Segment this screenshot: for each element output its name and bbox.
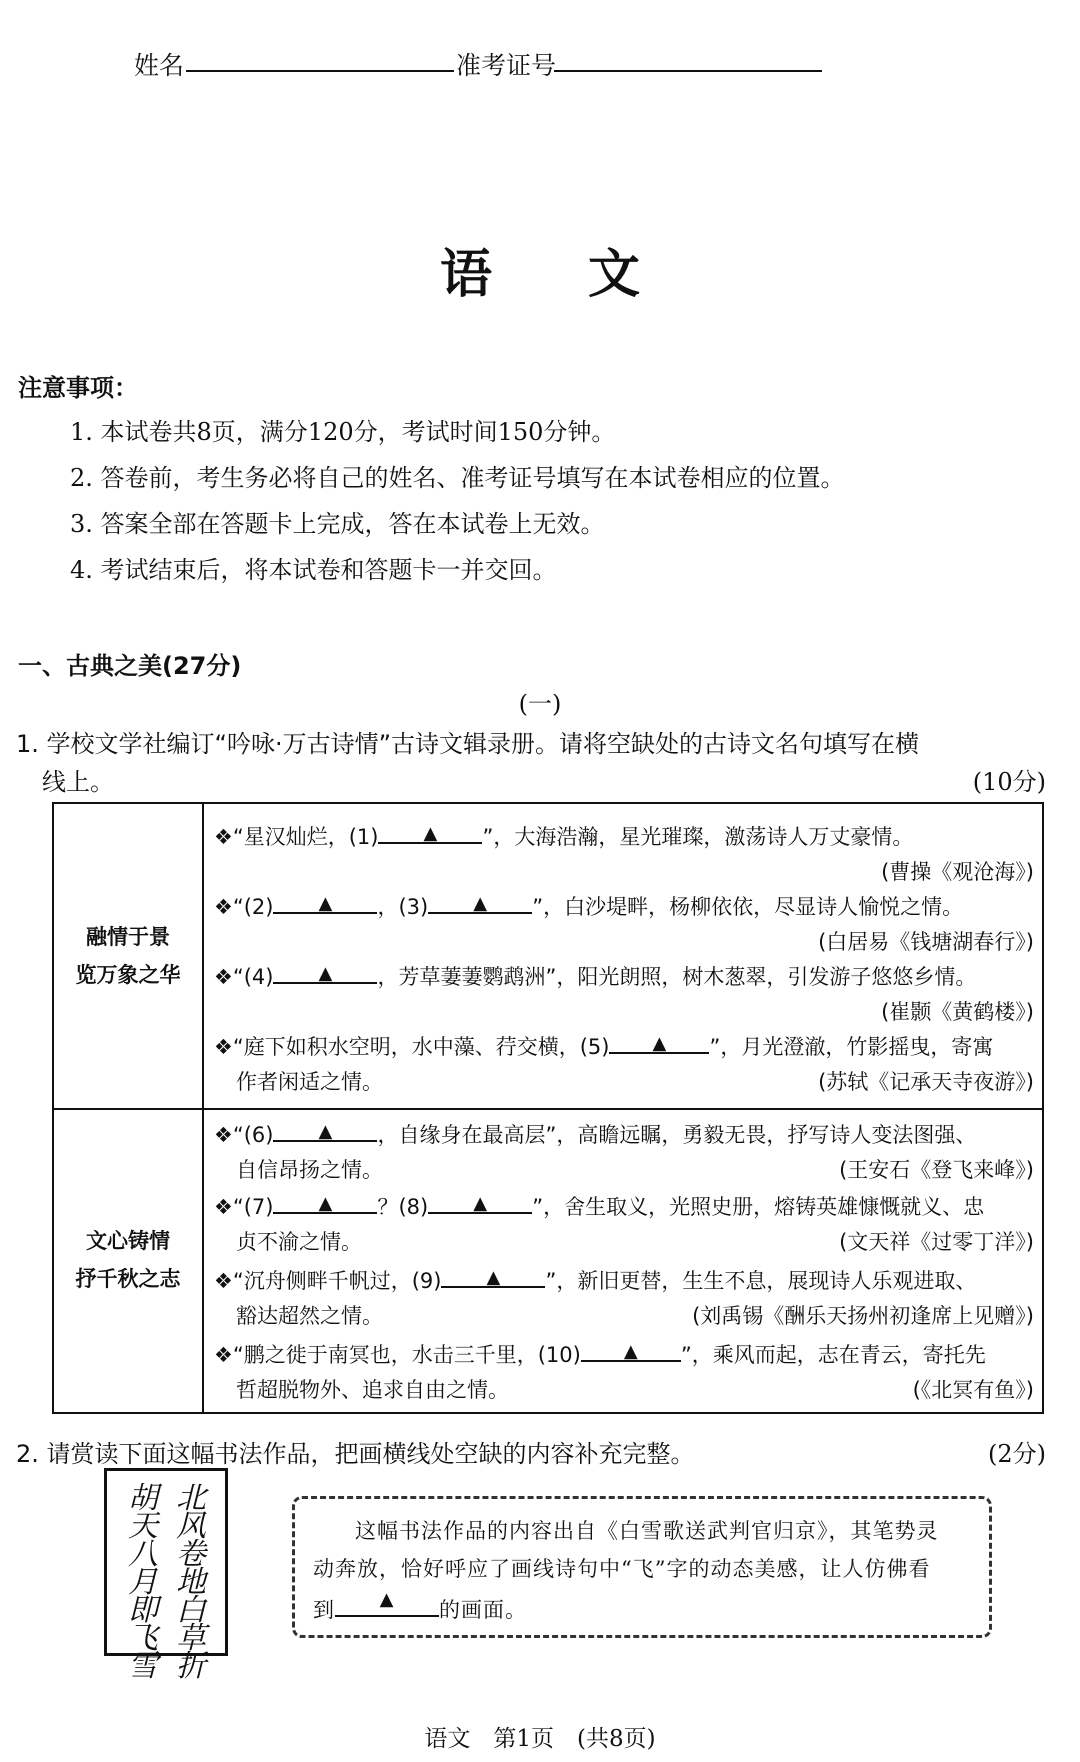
entry-text: ”，新旧更替，生生不息，展现诗人乐观进取、 [545,1269,977,1293]
entry-text: ，(3) [377,895,429,919]
calligraphy-glyph: 地 [176,1565,206,1600]
entry-line [214,1224,1034,1260]
theme-line: 融情于景 [86,925,170,949]
entry-text: ，芳草萋萋鹦鹉洲”，阳光朗照，树木葱翠，引发游子悠悠乡情。 [377,965,977,989]
calligraphy-glyph: 白 [176,1593,206,1628]
poem-entry [214,1028,1034,1100]
triangle-marker-icon: ▲ [318,1121,333,1142]
entry-source: (《北冥有鱼》) [912,1378,1034,1402]
entry-source: (文天祥《过零丁洋》) [839,1230,1034,1254]
entry-text: ❖“(2) [214,895,274,919]
answer-blank-10[interactable] [581,1336,681,1362]
page-title: 语文 [439,245,736,305]
exam-id-label: 准考证号 [456,51,557,80]
question-2-score: (2分) [988,1440,1046,1468]
triangle-marker-icon: ▲ [473,1193,488,1214]
poem-entry [214,818,1034,890]
answer-blank-1[interactable] [378,818,482,844]
entry-text: 作者闲适之情。 [236,1070,383,1094]
entry-text: 自信昂扬之情。 [236,1158,383,1182]
triangle-marker-icon: ▲ [623,1341,638,1362]
calligraphy-glyph: 即 [128,1593,158,1628]
entry-text: 豁达超然之情。 [236,1304,383,1328]
calligraphy-glyph: 雪 [128,1649,158,1684]
triangle-marker-icon: ▲ [652,1033,667,1054]
theme-line: 抒千秋之志 [75,1267,181,1291]
theme-label [54,918,202,994]
entry-line [214,1028,1034,1064]
calligraphy-column [123,1481,163,1684]
answer-blank-8[interactable] [428,1188,532,1214]
calligraphy-note-box [292,1496,992,1638]
calligraphy-glyph: 月 [128,1565,158,1600]
callout-line: 这幅书法作品的内容出自《白雪歌送武判官归京》，其笔势灵 [355,1519,939,1543]
entry-line [214,888,1034,924]
callout-text: 到 [313,1598,335,1622]
entry-source: (崔颢《黄鹤楼》) [881,1000,1034,1024]
question-1-text: 1. 学校文学社编订“吟咏·万古诗情”古诗文辑录册。请将空缺处的古诗文名句填写在横 [16,730,920,758]
poem-table [52,802,1044,1414]
entry-line [214,958,1034,994]
answer-blank-2[interactable] [273,888,377,914]
calligraphy-glyph: 卷 [176,1537,206,1572]
entry-text: 贞不渝之情。 [236,1230,362,1254]
theme-line: 览万象之华 [75,963,181,987]
callout-line [313,1591,527,1624]
entry-text: ❖“(6) [214,1123,274,1147]
calligraphy-text [171,1481,211,1684]
question-1-score: (10分) [972,768,1046,796]
entry-line [214,1262,1034,1298]
entry-text: ❖“(7) [214,1195,274,1219]
entry-line [214,924,1034,960]
entry-line [214,1188,1034,1224]
poem-entry [214,888,1034,960]
triangle-marker-icon: ▲ [423,823,438,844]
calligraphy-column [171,1481,211,1684]
callout-text: 的画面。 [439,1598,527,1622]
entry-text: ❖“庭下如积水空明，水中藻、荇交横，(5) [214,1035,610,1059]
answer-blank-4[interactable] [273,958,377,984]
triangle-marker-icon: ▲ [318,963,333,984]
triangle-marker-icon: ▲ [486,1267,501,1288]
entry-text: ”，乘风而起，志在青云，寄托先 [680,1343,986,1367]
answer-blank-5[interactable] [609,1028,709,1054]
entry-text: ❖“(4) [214,965,274,989]
calligraphy-glyph: 折 [176,1649,206,1684]
callout-line: 动奔放，恰好呼应了画线诗句中“飞”字的动态美感，让人仿佛看 [313,1557,931,1581]
entry-source: (白居易《钱塘湖春行》) [818,930,1034,954]
entry-line [214,1116,1034,1152]
triangle-marker-icon: ▲ [473,893,488,914]
triangle-marker-icon: ▲ [318,893,333,914]
entry-text: ❖“鹏之徙于南冥也，水击三千里，(10) [214,1343,581,1367]
calligraphy-glyph: 北 [176,1481,206,1516]
entry-text: ❖“星汉灿烂，(1) [214,825,379,849]
name-fill-line[interactable] [186,70,454,72]
entry-source: (刘禹锡《酬乐天扬州初逢席上见赠》) [692,1304,1034,1328]
note-item: 3. 答案全部在答题卡上完成，答在本试卷上无效。 [70,510,605,538]
triangle-marker-icon: ▲ [318,1193,333,1214]
section-subtitle: (一) [518,690,562,718]
notes-title: 注意事项： [18,374,138,402]
entry-text: ”，大海浩瀚，星光璀璨，激荡诗人万丈豪情。 [482,825,914,849]
poem-entry [214,1188,1034,1260]
calligraphy-glyph: 八 [128,1537,158,1572]
answer-blank-6[interactable] [273,1116,377,1142]
calligraphy-glyph: 天 [128,1509,158,1544]
name-label: 姓名 [134,51,185,80]
theme-line: 文心铸情 [86,1229,170,1253]
calligraphy-glyph: 飞 [128,1621,158,1656]
answer-blank-7[interactable] [273,1188,377,1214]
question-2-text: 2. 请赏读下面这幅书法作品，把画横线处空缺的内容补充完整。 [16,1440,695,1468]
entry-line [214,1064,1034,1100]
entry-source: (苏轼《记承天寺夜游》) [818,1070,1034,1094]
entry-line [214,1152,1034,1188]
entry-source: (王安石《登飞来峰》) [839,1158,1034,1182]
entry-line [214,1298,1034,1334]
poem-entry [214,1336,1034,1408]
theme-label [54,1222,202,1298]
note-item: 2. 答卷前，考生务必将自己的姓名、准考证号填写在本试卷相应的位置。 [70,464,845,492]
entry-text: ”，月光澄澈，竹影摇曳，寄寓 [709,1035,994,1059]
entry-text: ”，白沙堤畔，杨柳依依，尽显诗人愉悦之情。 [532,895,964,919]
entry-line [214,818,1034,854]
entry-line [214,854,1034,890]
answer-blank-calligraphy[interactable] [335,1591,439,1617]
page-footer: 语文 第1页 (共8页) [424,1726,656,1752]
answer-blank-9[interactable] [441,1262,545,1288]
poem-entry [214,958,1034,1030]
entry-line [214,994,1034,1030]
exam-id-fill-line[interactable] [554,70,822,72]
entry-line [214,1372,1034,1408]
poem-entry [214,1262,1034,1334]
calligraphy-glyph: 草 [176,1621,206,1656]
triangle-marker-icon: ▲ [379,1589,395,1610]
note-item: 1. 本试卷共8页，满分120分，考试时间150分钟。 [70,418,616,446]
section-title: 一、古典之美(27分) [18,652,242,680]
entry-source: (曹操《观沧海》) [881,860,1034,884]
entry-line [214,1336,1034,1372]
entry-text: ”，舍生取义，光照史册，熔铸英雄慷慨就义、忠 [532,1195,985,1219]
calligraphy-glyph: 胡 [128,1481,158,1516]
entry-text: ，自缘身在最高层”，高瞻远瞩，勇毅无畏，抒写诗人变法图强、 [377,1123,977,1147]
table-divider [54,1108,1042,1110]
poem-entry [214,1116,1034,1188]
calligraphy-glyph: 风 [176,1509,206,1544]
answer-blank-3[interactable] [428,888,532,914]
entry-text: ❖“沉舟侧畔千帆过，(9) [214,1269,442,1293]
note-item: 4. 考试结束后，将本试卷和答题卡一并交回。 [70,556,557,584]
calligraphy-artwork [104,1468,228,1684]
entry-text: ？(8) [377,1195,429,1219]
calligraphy-text [123,1481,163,1684]
question-1-text-cont: 线上。 [42,768,114,796]
entry-text: 哲超脱物外、追求自由之情。 [236,1378,509,1402]
